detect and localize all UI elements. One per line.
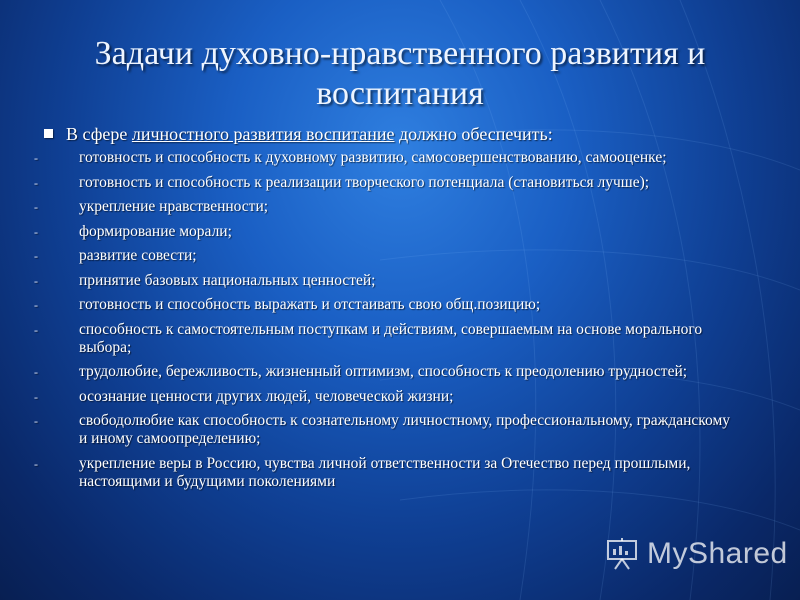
intro-prefix: В сфере: [66, 124, 132, 144]
task-list: [34, 149, 734, 497]
list-item: [34, 272, 734, 290]
list-item-text: готовность и способность выражать и отстаивать свою общ.позицию;: [79, 296, 541, 313]
list-item-text: формирование морали;: [79, 222, 232, 240]
list-item-text: трудолюбие, бережливость, жизненный оптимизм, способность к преодолению трудностей;: [79, 363, 688, 380]
list-item-text: свободолюбие как способность к сознательному личностному, профессиональному, гражданскому и иному самоопределению;: [79, 412, 731, 447]
dash-bullet-icon: -: [34, 389, 38, 404]
dash-bullet-icon: -: [34, 175, 38, 190]
list-item-text: укрепление нравственности;: [79, 198, 269, 215]
intro-line: [44, 124, 764, 144]
intro-suffix: должно обеспечить:: [394, 124, 553, 144]
list-item-text: принятие базовых национальных ценностей;: [79, 271, 376, 289]
list-item-text: способность к самостоятельным поступкам и действиям, совершаемым на основе морального выбора;: [79, 320, 703, 356]
dash-bullet-icon: -: [34, 414, 38, 428]
list-item: [34, 321, 734, 357]
watermark-text: MyShared: [647, 537, 788, 570]
list-item-text: готовность и способность к духовному развитию, самосовершенствованию, самооценке;: [79, 149, 667, 166]
dash-bullet-icon: -: [34, 322, 38, 337]
dash-bullet-icon: -: [34, 298, 38, 312]
list-item: [34, 412, 734, 448]
list-item: [34, 149, 734, 167]
dash-bullet-icon: -: [34, 200, 38, 214]
list-item: [34, 363, 734, 381]
list-item-text: развитие совести;: [79, 247, 197, 264]
list-item: [34, 198, 734, 216]
dash-bullet-icon: -: [34, 365, 38, 379]
dash-bullet-icon: -: [34, 456, 38, 471]
list-item: [34, 223, 734, 241]
dash-bullet-icon: -: [34, 249, 38, 263]
list-item-text: осознание ценности других людей, человеческой жизни;: [79, 387, 454, 405]
intro-underlined: личностного развития воспитание: [131, 124, 395, 144]
square-bullet-icon: [44, 129, 53, 138]
list-item: [34, 455, 734, 491]
list-item-text: готовность и способность к реализации творческого потенциала (становиться лучше);: [79, 173, 650, 191]
slide-title: Задачи духовно-нравственного развития и воспитания: [94, 35, 706, 112]
presentation-board-icon: [605, 537, 639, 571]
list-item: [34, 174, 734, 192]
list-item: [34, 247, 734, 265]
list-item-text: укрепление веры в Россию, чувства личной ответственности за Отечество перед прошлыми, настоящими и будущими поколениями: [79, 454, 691, 490]
myshared-watermark: [605, 534, 788, 574]
dash-bullet-icon: -: [34, 151, 38, 165]
dash-bullet-icon: -: [34, 224, 38, 239]
dash-bullet-icon: -: [34, 273, 38, 288]
list-item: [34, 388, 734, 406]
list-item: [34, 296, 734, 314]
